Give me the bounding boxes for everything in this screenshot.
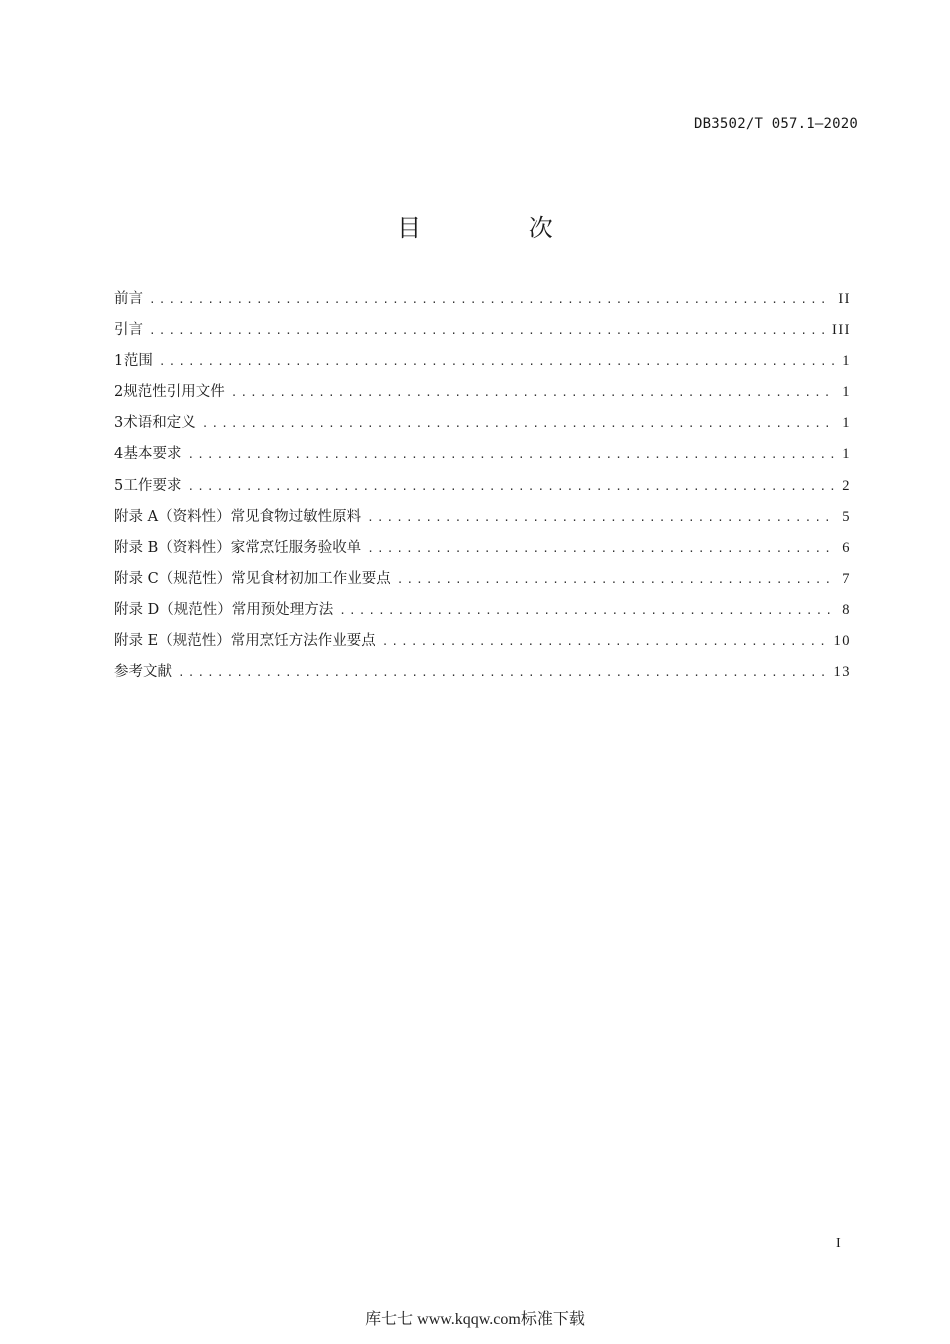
toc-dot-leader [187, 445, 836, 465]
toc-entry-type: （规范性） [158, 633, 231, 650]
toc-entry-number: 5 [114, 477, 124, 494]
toc-entry-page: 8 [842, 601, 851, 618]
toc-entry-number: 3 [114, 415, 124, 432]
toc-entry[interactable] [114, 476, 851, 507]
toc-entry-page: 1 [842, 415, 851, 432]
toc-dot-leader [231, 383, 837, 403]
toc-entry-appendix: 附录 E [114, 633, 159, 650]
toc-entry[interactable] [114, 320, 851, 351]
toc-entry[interactable] [114, 507, 851, 538]
toc-entry-label: 常用烹饪方法作业要点 [230, 633, 376, 650]
toc-dot-leader [367, 539, 836, 559]
toc-dot-leader [382, 632, 828, 652]
toc-entry-page: 1 [842, 446, 851, 463]
toc-dot-leader [149, 321, 826, 341]
toc-entry-label: 常用预处理方法 [231, 601, 334, 618]
toc-entry[interactable] [114, 569, 851, 600]
page-number: I [836, 1236, 841, 1251]
document-code: DB3502/T 057.1—2020 [694, 116, 858, 132]
toc-entry-label: 前言 [114, 291, 143, 307]
toc-entry-label: 范围 [123, 353, 153, 370]
toc-entry-type: （资料性） [158, 539, 231, 556]
toc-entry-number: 2 [114, 384, 124, 401]
toc-entry-label: 参考文献 [114, 664, 172, 681]
toc-entry-page: II [838, 291, 851, 307]
toc-dot-leader [339, 601, 836, 621]
toc-entry-label: 工作要求 [123, 477, 182, 494]
toc-entry-page: 1 [842, 384, 851, 401]
toc-dot-leader [178, 663, 828, 683]
watermark-footer: 库七七 www.kqqw.com标准下载 [365, 1311, 585, 1328]
toc-entry-label: 术语和定义 [123, 415, 196, 432]
toc-entry-type: （规范性） [158, 570, 232, 587]
toc-entry-appendix: 附录 A [114, 508, 159, 525]
toc-entry[interactable] [114, 351, 851, 382]
toc-entry-label: 常见食物过敏性原料 [230, 508, 362, 525]
toc-entry-label: 常见食材初加工作业要点 [231, 570, 391, 587]
table-of-contents [114, 289, 851, 693]
toc-entry-page: 10 [833, 633, 851, 650]
toc-entry[interactable] [114, 600, 851, 631]
toc-entry-page: 7 [842, 570, 851, 587]
toc-entry-appendix: 附录 B [114, 539, 159, 556]
toc-entry-appendix: 附录 C [114, 570, 159, 587]
toc-entry-page: III [832, 322, 851, 339]
toc-dot-leader [367, 508, 836, 528]
toc-entry-page: 1 [842, 353, 851, 370]
toc-dot-leader [159, 352, 836, 372]
toc-entry-number: 4 [114, 446, 124, 463]
toc-entry[interactable] [114, 413, 851, 444]
toc-dot-leader [397, 570, 837, 590]
toc-entry[interactable] [114, 662, 851, 693]
toc-entry[interactable] [114, 289, 851, 320]
toc-dot-leader [202, 414, 836, 434]
toc-dot-leader [149, 290, 832, 310]
toc-entry[interactable] [114, 631, 851, 662]
toc-title: 目 次 [397, 214, 603, 242]
toc-entry-number: 1 [114, 353, 124, 370]
toc-entry[interactable] [114, 382, 851, 413]
toc-dot-leader [187, 477, 836, 497]
toc-entry[interactable] [114, 444, 851, 475]
toc-entry-type: （规范性） [159, 601, 232, 618]
toc-entry-appendix: 附录 D [114, 601, 160, 618]
toc-entry-label: 引言 [114, 322, 143, 339]
toc-entry-page: 5 [842, 508, 851, 525]
toc-entry[interactable] [114, 538, 851, 569]
toc-entry-page: 6 [842, 539, 851, 556]
toc-entry-type: （资料性） [158, 508, 231, 525]
toc-entry-page: 13 [833, 664, 851, 681]
toc-entry-page: 2 [842, 477, 851, 494]
toc-entry-label: 家常烹饪服务验收单 [230, 539, 362, 556]
toc-entry-label: 基本要求 [123, 446, 182, 463]
toc-entry-label: 规范性引用文件 [123, 384, 225, 401]
